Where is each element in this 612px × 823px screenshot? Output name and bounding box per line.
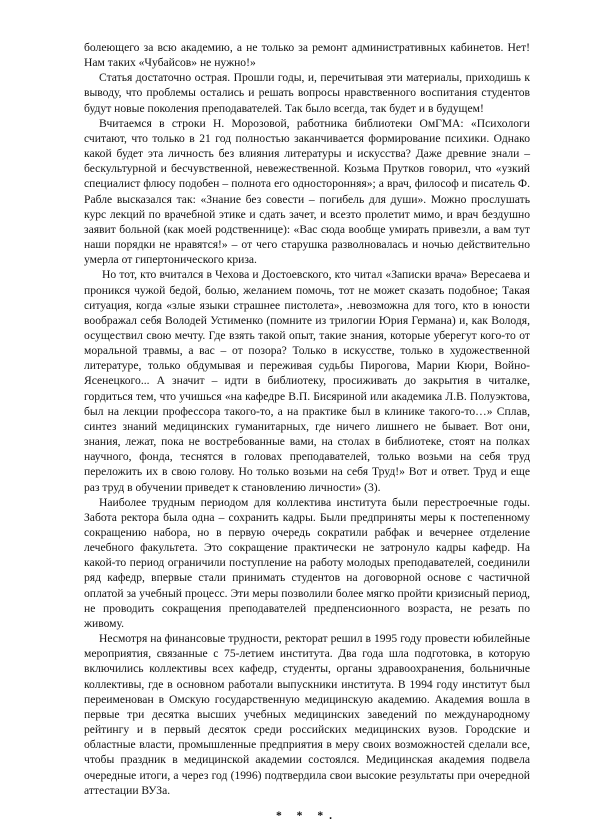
paragraph-morozova-quote: Вчитаемся в строки Н. Морозовой, работника библиотеки ОмГМА: «Психологи считают, что только в 21 год полностью заканчивается формирование психики. Однако какой будет эта личность без влияния литературы и искусства? Даже древние знали – бескультурной и бесчувственной, невежественной. Козьма Прутков говорил, что «узкий специалист флюсу подобен – полнота его односторонняя»; а врач, философ и писатель Ф. Рабле высказался так: «Знание без совести – погибель для души». Можно прослушать курс лекций по врачебной этике и сдать зачет, и всезто пролетит мимо, и врач бездушно заявит больной (как моей родственнице): «Вас сюда вообще умирать привезли, а вам тут наши порядки не нравятся!» – от чего старушка разволновалась и ночью действительно умерла от гипертонического криза. [84,116,530,267]
document-page [84,40,530,823]
paragraph-chekhov-dostoevsky: Но тот, кто вчитался в Чехова и Достоевского, кто читал «Записки врача» Вересаева и проникся чужой бедой, болью, желанием помочь, тот не может сказать подобное; Такая ситуация, когда «злые языки страшнее пистолета», .невозможна для того, кто в юности воображал себя Володей Устименко (помните из трилогии Юрия Германа) и, как Володя, осуществил свою мечту. Где взять такой опыт, такие знания, которые уберегут кого-то от моральной травмы, а вас – от позора? Только в искусстве, только в художественной литературе, только обдумывая и переживая судьбы Пирогова, Марии Кюри, Войно-Ясенецкого... А значит – идти в библиотеку, просиживать до закрытия в читалке, гордиться тем, что учишься «на кафедре В.П. Бисяриной или академика Л.В. Полуэктова, был на лекции профессора такого-то, а на практике был в клинике такого-то…» Сплав, синтез знаний медицинских гуманитарных, где ничего лишнего не бывает. Вот они, знания, лежат, пока не востребованные вами, на столах в библиотеке, стоят на полках научного, фонда, теснятся в головах преподавателей, только возьми на себя труд переложить их в свою голову. Но только возьми на себя Труд!» Вот и ответ. Труд и еще раз труд в обучении приведет к становлению личности» (3). [84,268,530,494]
paragraph-article-comment: Статья достаточно острая. Прошли годы, и, перечитывая эти материалы, приходишь к выводу, что проблемы остались и решать вопросы нравственного воспитания студентов будут новые поколения преподавателей. Так было всегда, так будет и в будущем! [84,71,530,115]
section-separator: * * *. [275,808,339,822]
paragraph-continuation: болеющего за всю академию, а не только за ремонт административных кабинетов. Нет! Нам таких «Чубайсов» не нужно!» [84,41,530,70]
paragraph-perestroika-years: Наиболее трудным периодом для коллектива института были перестроечные годы. Забота ректора была одна – сохранить кадры. Были предприняты меры к постепенному сокращению набора, но в первую очередь сократили рабфак и вечернее отделение лечебного факультета. Это сокращение практически не затронуло кадры кафедр. На какой-то период ограничили поступление на работу молодых преподавателей, соединили ряд кафедр, впервые стали принимать студентов на договорной основе с частичной оплатой за учебный процесс. Эти меры позволили более мягко пройти кризисный период, не проводить сокращения преподавателей предпенсионного возраста, не резать по живому. [84,495,530,630]
paragraph-anniversary: Несмотря на финансовые трудности, ректорат решил в 1995 году провести юбилейные мероприятия, связанные с 75-летием института. Два года шла подготовка, в которую включились коллективы всех кафедр, студенты, органы здравоохранения, больничные коллективы, где в основном работали выпускники института. В 1994 году институт был переименован в Омскую государственную медицинскую академию. Академия вошла в первые три десятка высших учебных медицинских заведений по международному рейтингу и в первый десяток среди российских медицинских вузов. Городские и областные власти, промышленные предприятия в меру своих возможностей сделали все, чтобы праздник в медицинской академии состоялся. Медицинская академия подвела очередные итоги, а через год (1996) подтвердила свои высокие результаты при очередной аттестации ВУЗа. [84,632,530,797]
